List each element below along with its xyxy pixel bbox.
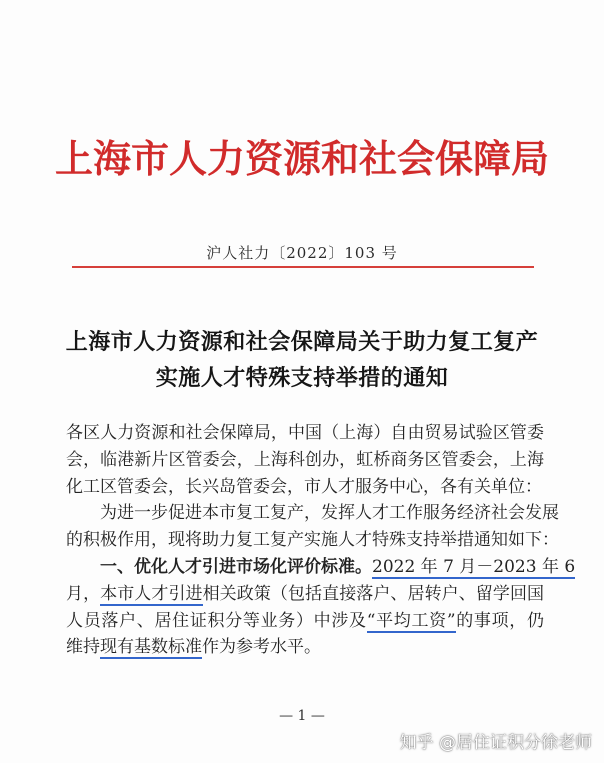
item1-line-4	[66, 634, 544, 661]
intro-line-2: 的积极作用，现将助力复工复产实施人才特殊支持举措通知如下：	[66, 530, 559, 551]
agency-header: 上海市人力资源和社会保障局	[54, 136, 549, 181]
item1-line4-c: 作为参考水平。	[202, 637, 321, 658]
item1-base-standard: 现有基数标准	[100, 637, 202, 658]
item1-line4-a: 维持	[66, 637, 100, 658]
red-divider	[72, 266, 534, 268]
addressee-line-1: 各区人力资源和社会保障局，中国（上海）自由贸易试验区管委	[66, 423, 544, 443]
addressee-line-2: 会，临港新片区管委会，上海科创办，虹桥商务区管委会，上海	[66, 449, 544, 470]
document-title	[0, 324, 604, 396]
title-line-1: 上海市人力资源和社会保障局关于助力复工复产	[65, 329, 539, 355]
item1-talent-policy: 本市人才引进	[100, 583, 203, 604]
item1-line3-a: 人员落户、居住证积分等业务）中涉及	[66, 610, 367, 631]
item1-line3-c: 的事项，仍	[455, 610, 544, 631]
item1-line-3	[66, 608, 544, 635]
intro-line-1: 为进一步促进本市复工复产，发挥人才工作服务经济社会发展	[100, 503, 559, 524]
item1-line2-c: 相关政策（包括直接落户、居转户、留学回国	[202, 583, 545, 604]
addressee-line-3: 化工区管委会，长兴岛管委会，市人才服务中心，各有关单位：	[66, 476, 542, 497]
page-number: — 1 —	[279, 708, 325, 724]
item1-line-1	[66, 554, 576, 581]
watermark-text: 知乎 @居住证积分徐老师	[399, 733, 592, 753]
item1-line-2	[66, 581, 544, 608]
item1-date-range: 2022 年 7 月－2023 年 6	[372, 556, 576, 577]
document-number: 沪人社力〔2022〕103 号	[206, 244, 398, 262]
document-body	[66, 420, 576, 661]
item1-line2-a: 月，	[66, 583, 101, 604]
item1-average-wage: “平均工资”	[366, 610, 456, 631]
item1-heading: 一、优化人才引进市场化评价标准。	[100, 556, 372, 577]
title-line-2: 实施人才特殊支持举措的通知	[155, 365, 449, 391]
